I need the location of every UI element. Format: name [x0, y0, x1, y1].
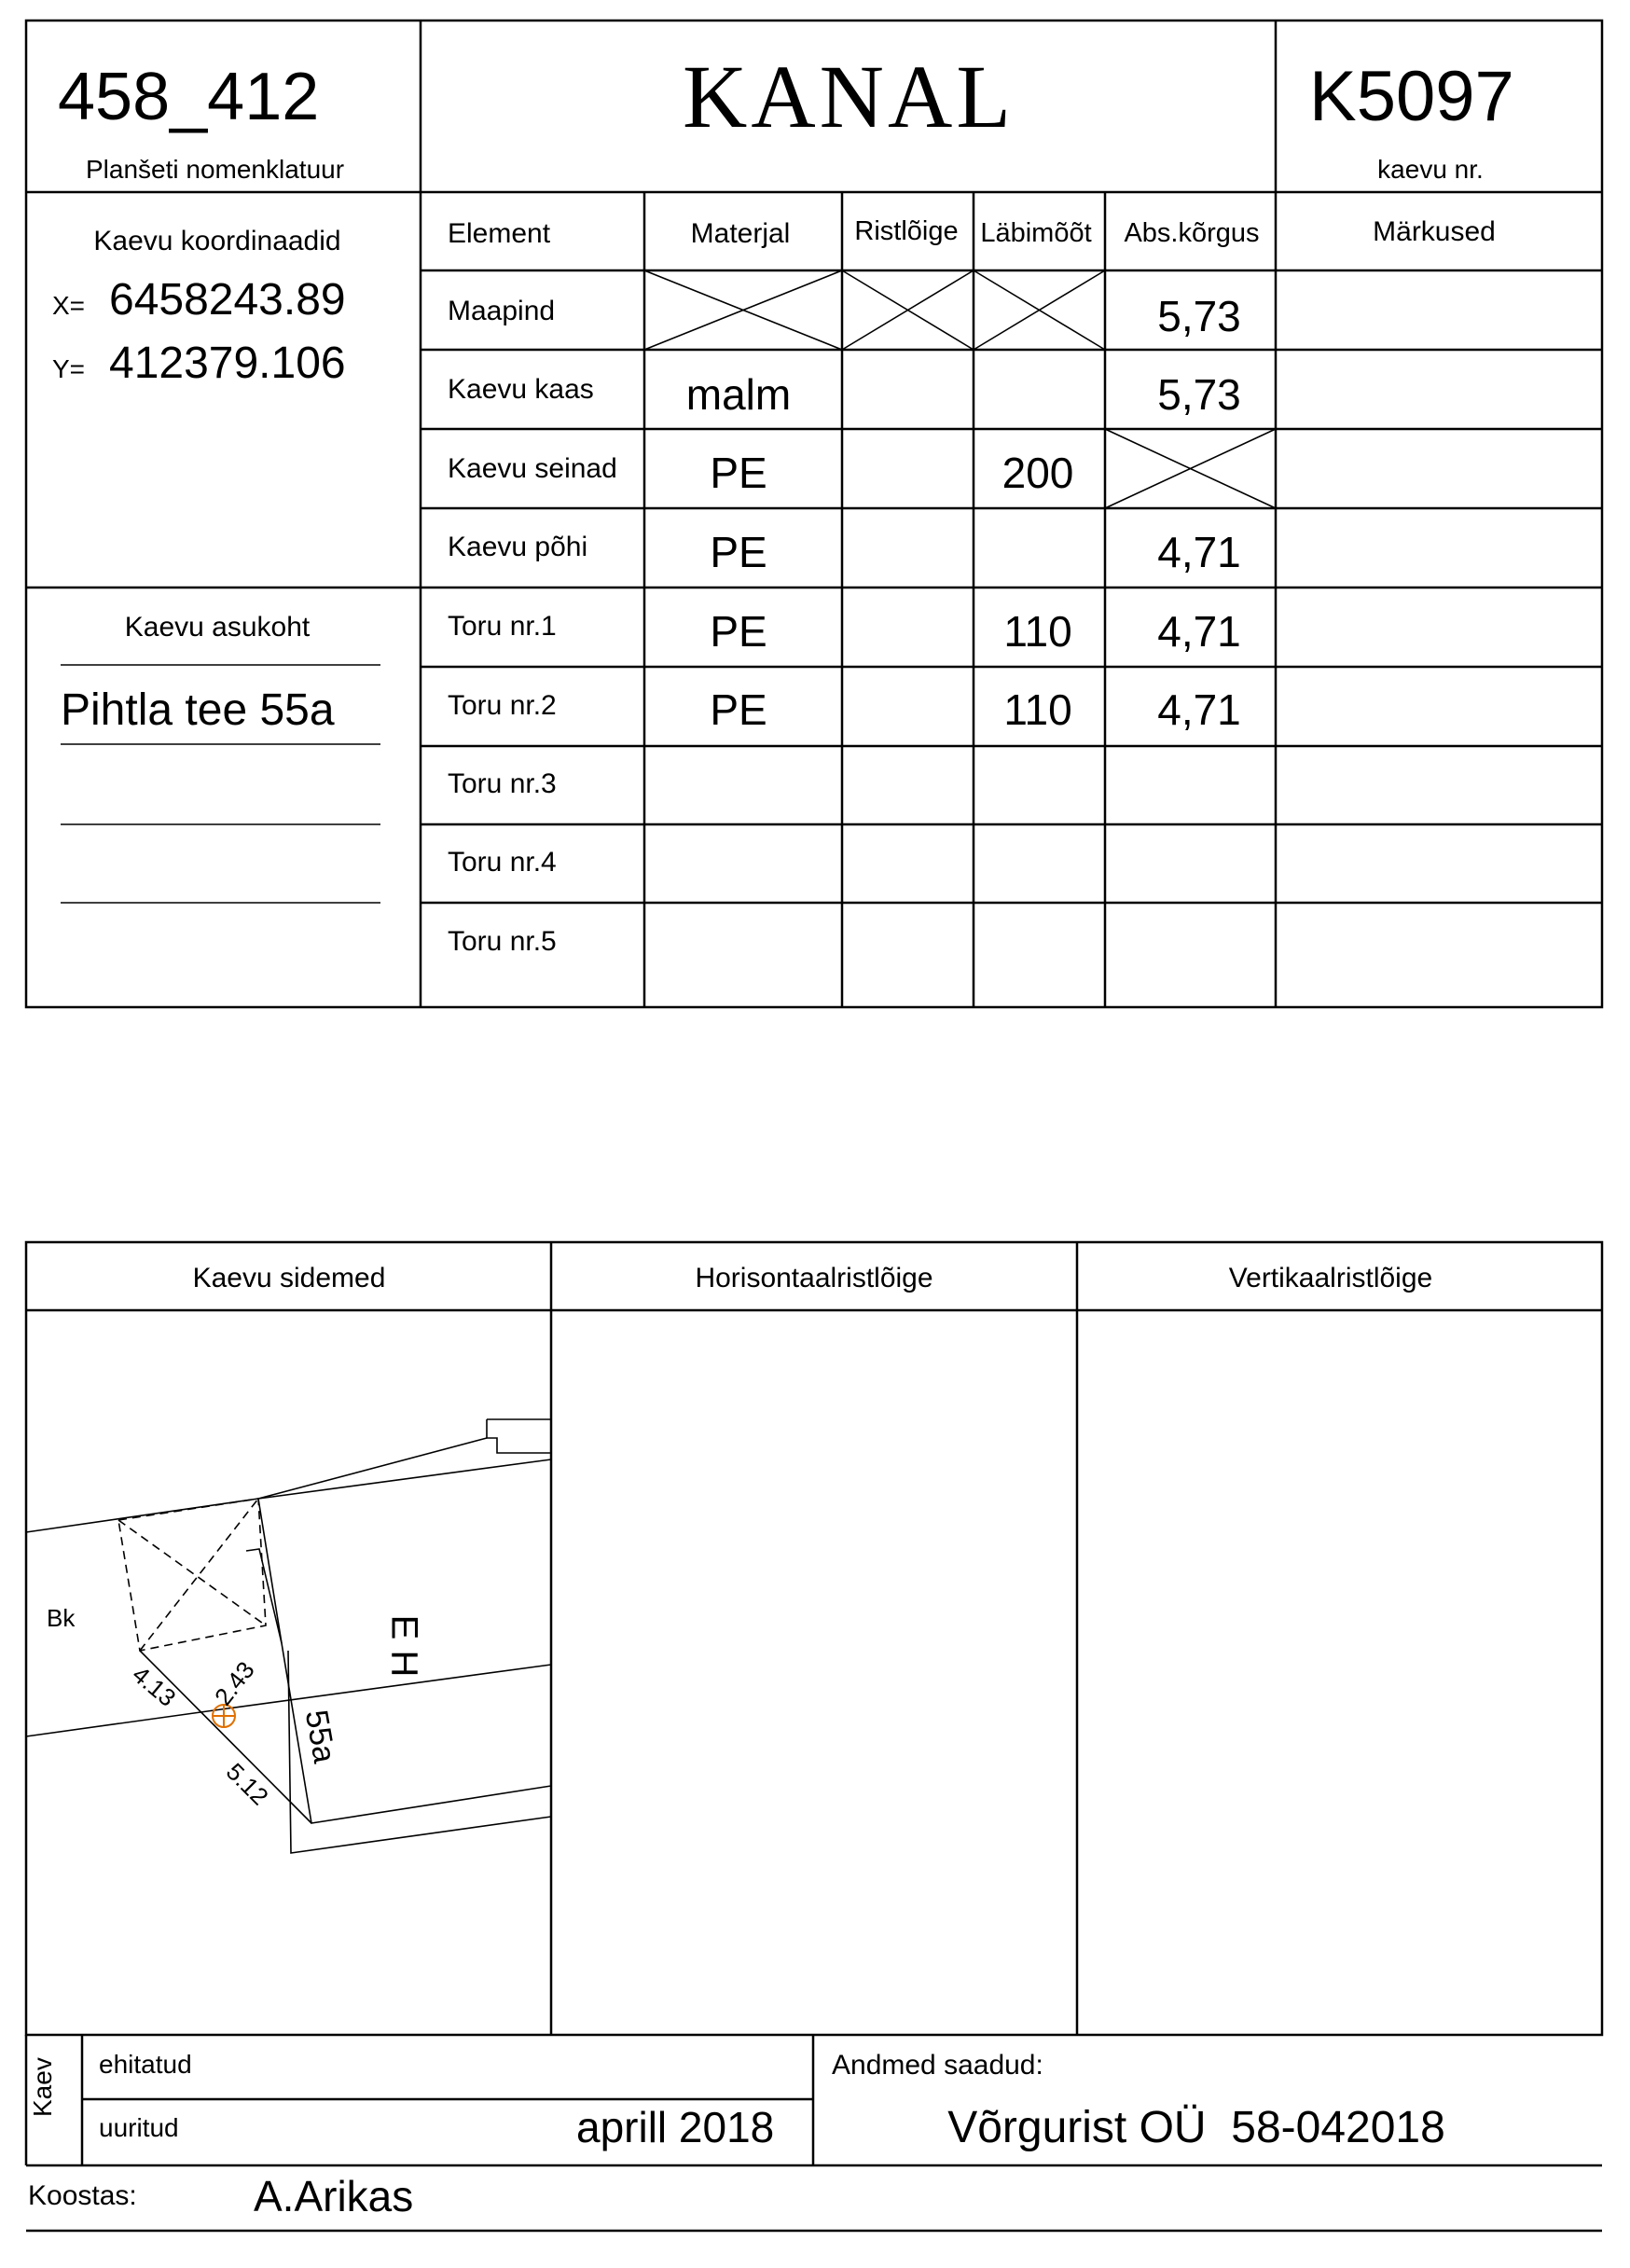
section-horizontal-label: Horisontaalristlõige: [695, 1263, 933, 1293]
row-elevation: 5,73: [1157, 292, 1241, 340]
col-header-cross-section: Ristlõige: [854, 216, 959, 246]
row-element: Toru nr.2: [448, 690, 557, 721]
row-element: Toru nr.4: [448, 847, 557, 878]
sketch-dim-2: 2.43: [208, 1655, 260, 1711]
row-material: PE: [710, 685, 767, 734]
sketch-dim-1: 4.13: [127, 1660, 182, 1712]
row-elevation: 4,71: [1157, 685, 1241, 734]
row-diameter: 110: [1003, 607, 1072, 656]
row-material: malm: [685, 370, 792, 419]
surveyed-label: uuritud: [99, 2113, 179, 2142]
col-header-material: Materjal: [690, 218, 791, 249]
kaev-label: Kaev: [28, 2057, 57, 2117]
sketch-house-number: 55a: [297, 1707, 343, 1766]
site-sketch: [26, 1419, 551, 1853]
x-label: X=: [52, 291, 86, 320]
row-diameter: 110: [1003, 685, 1072, 734]
surveyed-date: aprill 2018: [576, 2103, 775, 2151]
y-label: Y=: [52, 354, 86, 383]
row-element: Kaevu kaas: [448, 374, 594, 405]
row-element: Toru nr.1: [448, 611, 557, 642]
row-element: Toru nr.3: [448, 768, 557, 799]
row-material: PE: [710, 528, 767, 576]
row-element: Kaevu seinad: [448, 453, 617, 484]
row-element: Toru nr.5: [448, 926, 557, 957]
sketch-label-building: E H: [383, 1614, 425, 1678]
data-source-label: Andmed saadud:: [832, 2050, 1043, 2081]
col-header-notes: Märkused: [1373, 216, 1496, 247]
location-address: Pihtla tee 55a: [61, 685, 335, 735]
location-label: Kaevu asukoht: [124, 612, 311, 643]
row-diameter: 200: [1001, 449, 1074, 497]
row-elevation: 5,73: [1157, 370, 1241, 419]
section-ties-label: Kaevu sidemed: [192, 1263, 386, 1293]
col-header-diameter: Läbimõõt: [980, 218, 1092, 248]
x-value: 6458243.89: [109, 275, 346, 325]
col-header-elevation: Abs.kõrgus: [1124, 218, 1260, 248]
well-label: kaevu nr.: [1377, 155, 1484, 184]
data-source-value: Võrgurist OÜ 58-042018: [947, 2103, 1445, 2152]
page-title: KANAL: [683, 47, 1015, 146]
col-header-element: Element: [448, 218, 551, 249]
y-value: 412379.106: [109, 339, 346, 388]
sheet-label: Planšeti nomenklatuur: [86, 155, 345, 184]
compiled-by: A.Arikas: [254, 2172, 414, 2220]
row-elevation: 4,71: [1157, 528, 1241, 576]
row-element: Kaevu põhi: [448, 532, 588, 562]
well-number: K5097: [1309, 57, 1514, 136]
sketch-dim-3: 5.12: [220, 1757, 274, 1811]
sketch-label-bk: Bk: [47, 1604, 76, 1632]
section-vertical-label: Vertikaalristlõige: [1228, 1263, 1433, 1293]
row-element: Maapind: [448, 296, 556, 326]
row-material: PE: [710, 449, 767, 497]
sheet-number: 458_412: [58, 60, 320, 134]
coordinates-label: Kaevu koordinaadid: [93, 226, 341, 256]
compiled-label: Koostas:: [28, 2180, 137, 2211]
row-material: PE: [710, 607, 767, 656]
built-label: ehitatud: [99, 2050, 192, 2079]
row-elevation: 4,71: [1157, 607, 1241, 656]
